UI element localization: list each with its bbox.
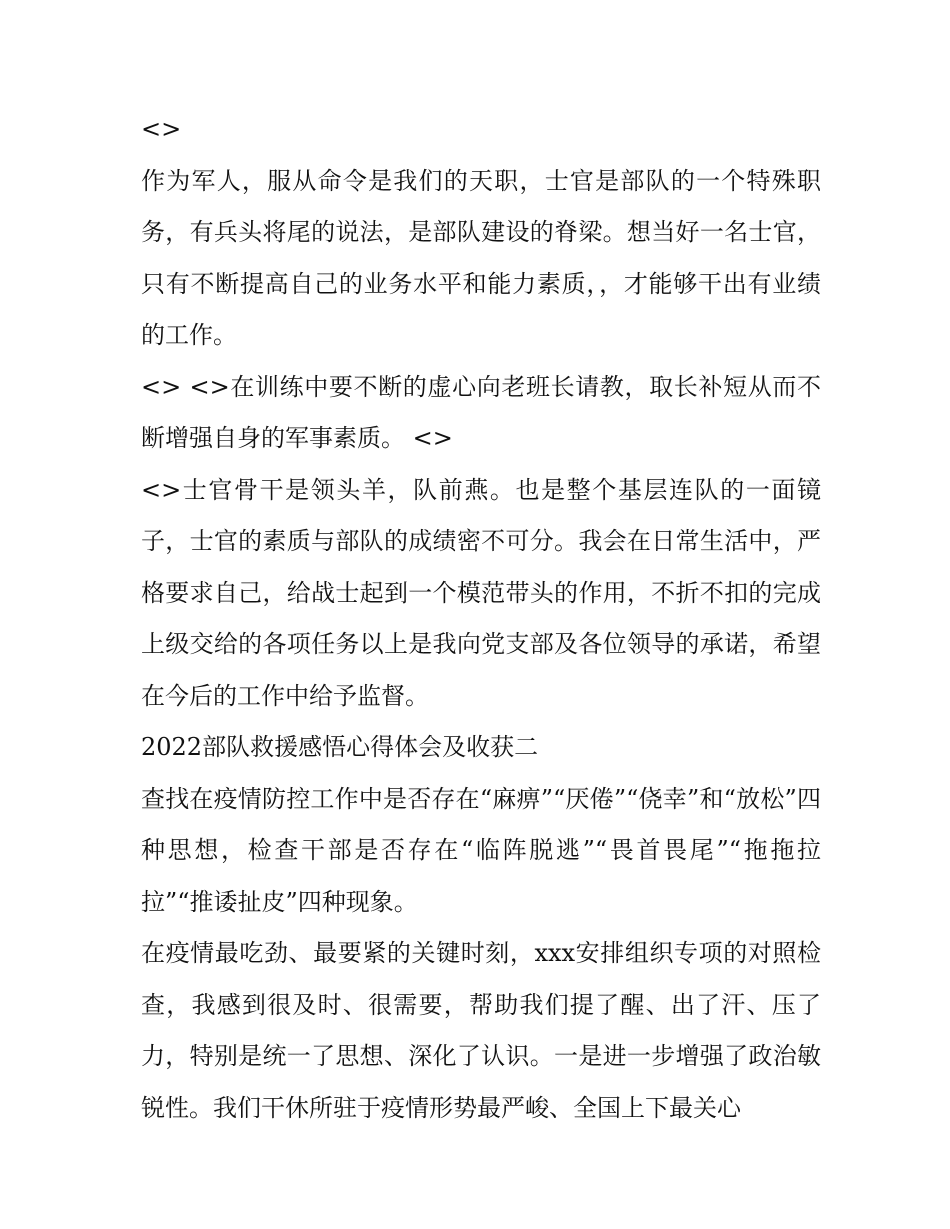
- paragraph-soldier-duty: 作为军人，服从命令是我们的天职，士官是部队的一个特殊职务，有兵头将尾的说法，是部队建设的脊梁。想当好一名士官，只有不断提高自己的业务水平和能力素质，，才能够干出有业绩的工作。: [141, 166, 821, 349]
- paragraph-key-moment: 在疫情最吃劲、最要紧的关键时刻，xxx安排组织专项的对照检查，我感到很及时、很需要，帮助我们提了醒、出了汗、压了力，特别是统一了思想、深化了认识。一是进一步增强了政治敏锐性。我们干休所驻于疫情形势最严峻、全国上下最关心: [141, 939, 821, 1122]
- document-body: [141, 104, 821, 1134]
- paragraph-epidemic-check: 查找在疫情防控工作中是否存在“麻痹”“厌倦”“侥幸”和“放松”四种思想，检查干部是否存在“临阵脱逃”“畏首畏尾”“拖拖拉拉”“推诿扯皮”四种现象。: [141, 784, 821, 916]
- section-heading: 2022部队救援感悟心得体会及收获二: [141, 733, 539, 761]
- paragraph-marker: <>: [141, 115, 182, 143]
- paragraph-training: <> <>在训练中要不断的虚心向老班长请教，取长补短从而不断增强自身的军事素质。 <>: [141, 372, 821, 452]
- paragraph-nco-backbone: <>士官骨干是领头羊，队前燕。也是整个基层连队的一面镜子，士官的素质与部队的成绩密不可分。我会在日常生活中，严格要求自己，给战士起到一个模范带头的作用，不折不扣的完成上级交给的各项任务以上是我向党支部及各位领导的承诺，希望在今后的工作中给予监督。: [141, 475, 821, 710]
